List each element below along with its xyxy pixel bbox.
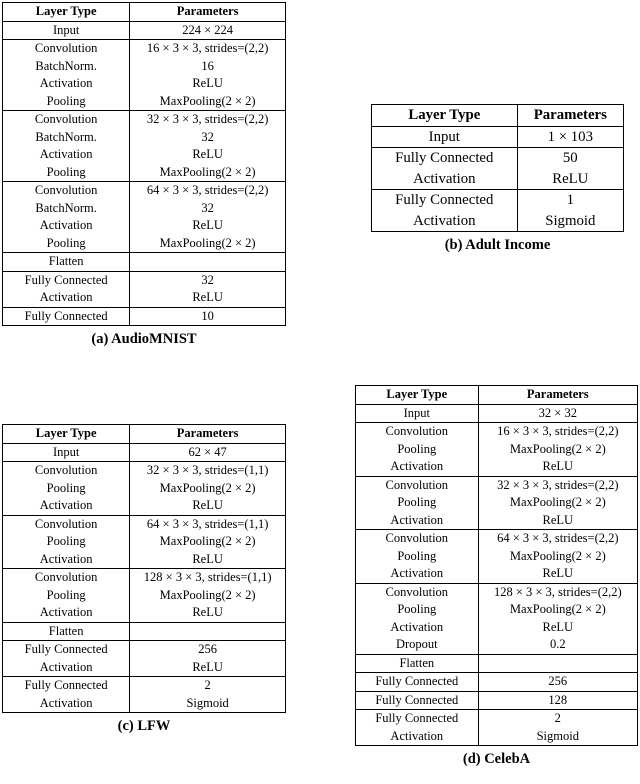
table-row (356, 601, 638, 619)
table-row (3, 480, 286, 498)
table-row (3, 40, 286, 58)
table-row (356, 476, 638, 494)
layer-type-cell: Activation (413, 170, 476, 187)
table-row (3, 271, 286, 289)
subfigure-lfw (2, 424, 286, 735)
parameters-cell: 224 × 224 (130, 21, 286, 40)
layer-type-cell: Fully Connected (356, 691, 479, 710)
parameters-cell (130, 253, 286, 272)
table-row (3, 533, 286, 551)
table-row (3, 164, 286, 182)
table-row (3, 111, 286, 129)
layer-type-cell: Fully Connected (3, 641, 130, 659)
table-row (3, 443, 286, 462)
layer-type-cell: Activation (39, 659, 93, 674)
table-row (3, 146, 286, 164)
layer-table-container-adult-income (371, 104, 624, 232)
layer-type-cell: Activation (390, 566, 444, 580)
layer-type-header: Layer Type (372, 105, 518, 127)
table-row (356, 423, 638, 441)
parameters-cell: MaxPooling(2 × 2) (130, 164, 286, 182)
table-row (356, 530, 638, 548)
layer-type-cell: Fully Connected (3, 677, 130, 695)
parameters-cell: 2 (130, 677, 286, 695)
layer-type-cell: BatchNorm. (35, 129, 97, 144)
subfigure-adult-income (371, 104, 624, 254)
layer-type-cell: Input (3, 21, 130, 40)
table-row (3, 677, 286, 695)
layer-type-cell: Convolution (356, 476, 479, 494)
table-row (3, 217, 286, 235)
table-row (3, 289, 286, 307)
parameters-cell: ReLU (478, 619, 637, 637)
table-row (356, 636, 638, 654)
layer-type-cell: Activation (413, 212, 476, 229)
parameters-cell: 16 × 3 × 3, strides=(2,2) (130, 40, 286, 58)
parameters-cell: 32 × 32 (478, 404, 637, 423)
parameters-cell: ReLU (130, 551, 286, 569)
table-header-row (356, 386, 638, 405)
table-row (372, 190, 624, 211)
table-row (3, 695, 286, 713)
parameters-cell: 62 × 47 (130, 443, 286, 462)
table-row (372, 148, 624, 169)
parameters-cell: 2 (478, 710, 637, 728)
layer-type-cell: Convolution (3, 40, 130, 58)
layer-type-cell: Pooling (46, 93, 86, 108)
parameters-cell: MaxPooling(2 × 2) (478, 494, 637, 512)
parameters-header: Parameters (478, 386, 637, 405)
table-row (3, 235, 286, 253)
table-row (372, 211, 624, 232)
parameters-cell: ReLU (478, 512, 637, 530)
layer-type-cell: Pooling (46, 164, 86, 179)
layer-type-cell: Fully Connected (3, 271, 130, 289)
layer-type-cell: Input (372, 126, 518, 148)
layer-type-cell: BatchNorm. (35, 58, 97, 73)
parameters-cell (478, 654, 637, 673)
parameters-cell: 1 × 103 (517, 126, 623, 148)
table-row (356, 458, 638, 476)
table-row (3, 462, 286, 480)
table-row (356, 691, 638, 710)
parameters-cell: 32 (130, 271, 286, 289)
parameters-header: Parameters (517, 105, 623, 127)
parameters-cell: 64 × 3 × 3, strides=(2,2) (130, 182, 286, 200)
table-row (356, 512, 638, 530)
subfigure-audiomnist (2, 2, 286, 348)
parameters-cell: ReLU (478, 458, 637, 476)
table-row (3, 622, 286, 641)
layer-table-container-lfw (2, 424, 286, 713)
table-row (3, 604, 286, 622)
layer-type-cell: Activation (39, 605, 93, 619)
table-row (3, 75, 286, 93)
layer-table-c (2, 424, 286, 713)
layer-type-header: Layer Type (3, 3, 130, 22)
subfigure-caption-d: (d) CelebA (462, 751, 531, 767)
layer-type-cell: Convolution (356, 583, 479, 601)
layer-type-cell: Fully Connected (356, 710, 479, 728)
table-row (3, 93, 286, 111)
layer-type-cell: Flatten (3, 622, 130, 641)
table-row (356, 710, 638, 728)
layer-type-cell: Convolution (3, 182, 130, 200)
table-row (3, 497, 286, 515)
layer-type-cell: Convolution (3, 462, 130, 480)
parameters-cell: 50 (517, 148, 623, 169)
parameters-cell: MaxPooling(2 × 2) (130, 533, 286, 551)
parameters-cell: ReLU (130, 289, 286, 307)
parameters-cell: ReLU (130, 497, 286, 515)
table-row (372, 126, 624, 148)
layer-table-container-audiomnist (2, 2, 286, 326)
layer-table-b (371, 104, 624, 232)
layer-type-header: Layer Type (356, 386, 479, 405)
layer-type-cell: Pooling (46, 534, 86, 548)
layer-type-cell: Pooling (46, 235, 86, 250)
parameters-cell: 128 × 3 × 3, strides=(1,1) (130, 569, 286, 587)
parameters-cell: Sigmoid (517, 211, 623, 232)
table-row (356, 441, 638, 459)
parameters-cell: Sigmoid (478, 728, 637, 746)
parameters-cell: ReLU (517, 169, 623, 190)
table-row (3, 569, 286, 587)
table-row (3, 129, 286, 147)
table-header-row (372, 105, 624, 127)
layer-type-cell: Input (3, 443, 130, 462)
parameters-cell: 128 (478, 691, 637, 710)
layer-type-cell: Convolution (3, 111, 130, 129)
parameters-cell: 0.2 (478, 636, 637, 654)
table-row (356, 619, 638, 637)
parameters-cell: 128 × 3 × 3, strides=(2,2) (478, 583, 637, 601)
table-row (356, 673, 638, 692)
parameters-cell: ReLU (130, 659, 286, 677)
layer-type-cell: Activation (390, 619, 444, 634)
layer-type-cell: BatchNorm. (35, 200, 97, 215)
table-row (356, 494, 638, 512)
layer-type-cell: Pooling (397, 495, 437, 509)
parameters-cell: ReLU (130, 217, 286, 235)
parameters-cell: 32 × 3 × 3, strides=(2,2) (478, 476, 637, 494)
table-row (356, 728, 638, 746)
subfigure-caption-a: (a) AudioMNIST (91, 331, 197, 347)
parameters-cell: 64 × 3 × 3, strides=(1,1) (130, 515, 286, 533)
parameters-cell: ReLU (130, 75, 286, 93)
parameters-cell: MaxPooling(2 × 2) (478, 601, 637, 619)
parameters-cell: 256 (478, 673, 637, 692)
layer-type-cell: Convolution (356, 423, 479, 441)
parameters-cell: 256 (130, 641, 286, 659)
layer-type-cell: Fully Connected (372, 148, 518, 169)
parameters-cell: Sigmoid (130, 695, 286, 713)
layer-type-cell: Pooling (46, 587, 86, 602)
table-row (356, 654, 638, 673)
layer-type-cell: Activation (39, 551, 93, 566)
layer-type-cell: Pooling (397, 548, 437, 563)
layer-type-cell: Pooling (46, 480, 86, 495)
table-row (3, 659, 286, 677)
parameters-cell: MaxPooling(2 × 2) (130, 587, 286, 605)
table-row (3, 307, 286, 326)
table-row (356, 583, 638, 601)
parameters-cell: 16 (130, 58, 286, 76)
parameters-cell: ReLU (478, 565, 637, 583)
layer-table-d (355, 385, 638, 746)
table-row (356, 565, 638, 583)
layer-table-a (2, 2, 286, 326)
layer-type-cell: Activation (390, 728, 444, 743)
layer-type-cell: Activation (39, 147, 93, 161)
parameters-header: Parameters (130, 425, 286, 444)
table-row (3, 253, 286, 272)
parameters-cell: 32 (130, 129, 286, 147)
layer-type-cell: Input (356, 404, 479, 423)
table-header-row (3, 3, 286, 22)
layer-type-cell: Convolution (356, 530, 479, 548)
parameters-cell: ReLU (130, 604, 286, 622)
parameters-cell (130, 622, 286, 641)
layer-type-cell: Convolution (3, 515, 130, 533)
table-row (3, 58, 286, 76)
subfigure-celeba (355, 385, 638, 768)
layer-type-header: Layer Type (3, 425, 130, 444)
layer-type-cell: Activation (390, 459, 444, 473)
table-row (3, 200, 286, 218)
layer-type-cell: Pooling (397, 602, 437, 616)
layer-type-cell: Pooling (397, 441, 437, 456)
table-row (3, 182, 286, 200)
subfigure-caption-c: (c) LFW (117, 718, 171, 734)
parameters-cell: MaxPooling(2 × 2) (130, 235, 286, 253)
layer-type-cell: Flatten (356, 654, 479, 673)
parameters-header: Parameters (130, 3, 286, 22)
layer-type-cell: Activation (39, 498, 93, 512)
layer-type-cell: Fully Connected (372, 190, 518, 211)
parameters-cell: ReLU (130, 146, 286, 164)
layer-table-container-celeba (355, 385, 638, 746)
parameters-cell: 16 × 3 × 3, strides=(2,2) (478, 423, 637, 441)
parameters-cell: 1 (517, 190, 623, 211)
parameters-cell: MaxPooling(2 × 2) (478, 441, 637, 459)
layer-type-cell: Flatten (3, 253, 130, 272)
parameters-cell: MaxPooling(2 × 2) (478, 548, 637, 566)
layer-type-cell: Fully Connected (356, 673, 479, 692)
parameters-cell: 10 (130, 307, 286, 326)
parameters-cell: 32 × 3 × 3, strides=(1,1) (130, 462, 286, 480)
layer-type-cell: Activation (39, 695, 93, 710)
parameters-cell: 64 × 3 × 3, strides=(2,2) (478, 530, 637, 548)
table-row (356, 404, 638, 423)
table-row (3, 641, 286, 659)
table-row (372, 169, 624, 190)
layer-type-cell: Activation (39, 76, 93, 90)
table-row (3, 21, 286, 40)
table-row (356, 548, 638, 566)
layer-type-cell: Dropout (395, 637, 438, 651)
table-row (3, 515, 286, 533)
parameters-cell: MaxPooling(2 × 2) (130, 480, 286, 498)
layer-type-cell: Activation (39, 290, 93, 304)
parameters-cell: MaxPooling(2 × 2) (130, 93, 286, 111)
layer-type-cell: Activation (39, 218, 93, 232)
table-header-row (3, 425, 286, 444)
layer-type-cell: Fully Connected (3, 307, 130, 326)
layer-type-cell: Convolution (3, 569, 130, 587)
table-row (3, 551, 286, 569)
table-row (3, 587, 286, 605)
parameters-cell: 32 × 3 × 3, strides=(2,2) (130, 111, 286, 129)
layer-type-cell: Activation (390, 512, 444, 527)
parameters-cell: 32 (130, 200, 286, 218)
subfigure-caption-b: (b) Adult Income (444, 237, 551, 253)
